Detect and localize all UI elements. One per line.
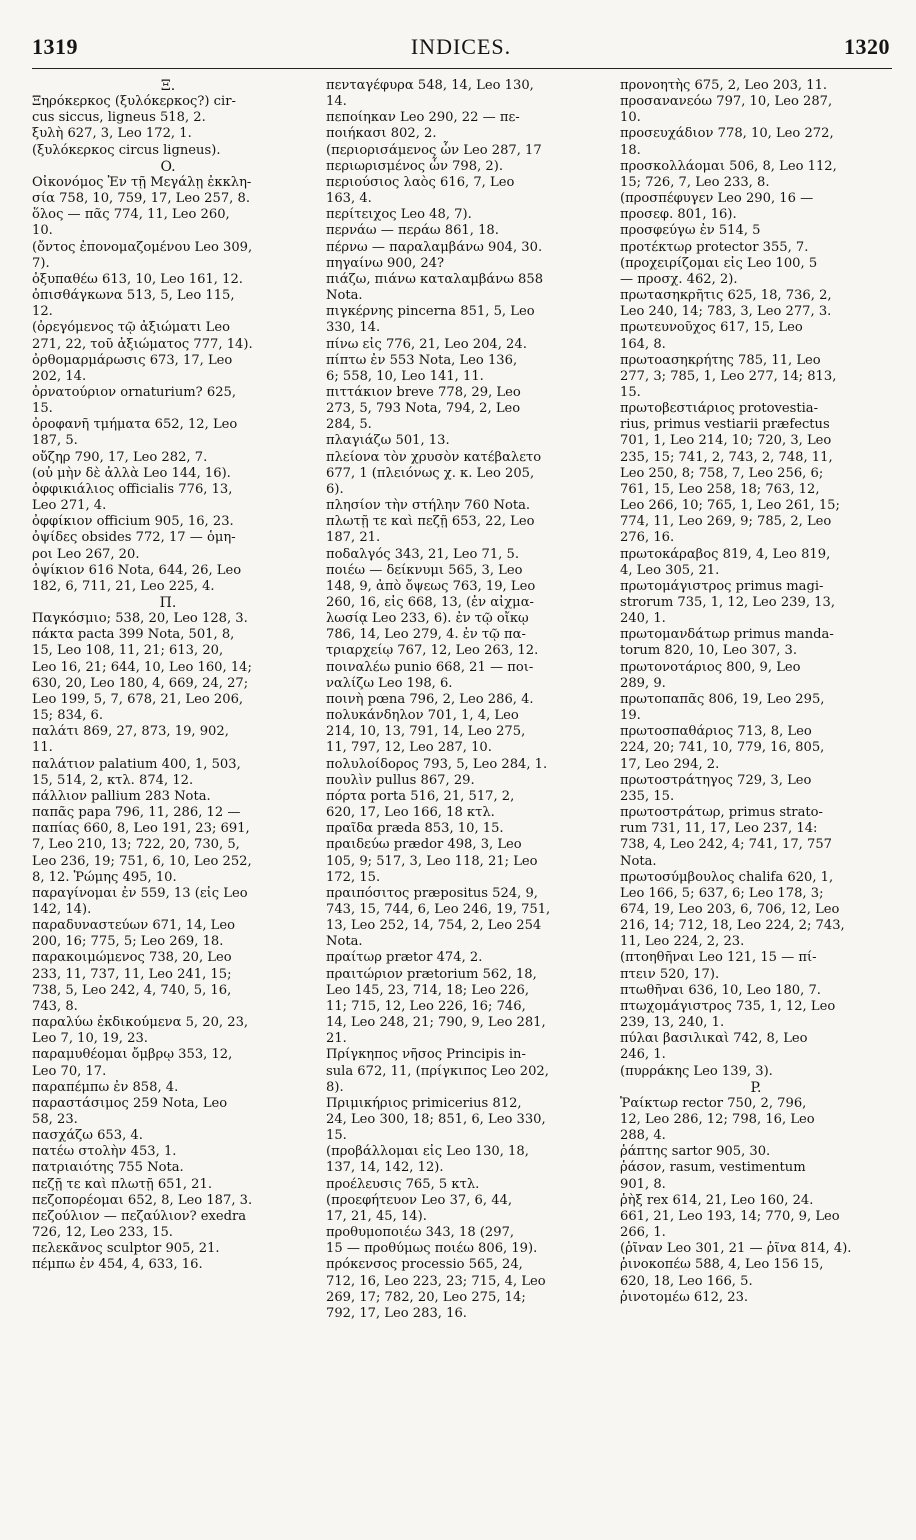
index-line: 164, 8. [620,336,666,352]
index-line: πλησίον τὴν στήλην 760 Nota. [326,498,531,514]
index-line: πλαγιάζω 501, 13. [326,433,450,449]
index-line: πρωτοστράτηγος 729, 3, Leo [620,772,812,788]
index-line: Leo 16, 21; 644, 10, Leo 160, 14; [32,659,252,675]
index-line: Πριμικήριος primicerius 812, [326,1095,522,1111]
index-line: 13, Leo 252, 14, 754, 2, Leo 254 [326,918,542,934]
index-line: ὀψίδες obsides 772, 17 — ὁμη- [32,530,236,546]
index-line: ποινὴ pœna 796, 2, Leo 286, 4. [326,691,534,707]
index-line: πάλλιον pallium 283 Nota. [32,788,211,804]
index-line: πραῖδα præda 853, 10, 15. [326,821,504,837]
index-line: ῥινοκοπέω 588, 4, Leo 156 15, [620,1257,824,1273]
index-line: Leo 199, 5, 7, 678, 21, Leo 206, [32,691,244,707]
index-line: πατέω στολὴν 453, 1. [32,1144,177,1160]
index-line: Leo 236, 19; 751, 6, 10, Leo 252, [32,853,252,869]
index-line: πρωτομάγιστρος primus magi- [620,578,824,594]
index-line: πρωτοσπαθάριος 713, 8, Leo [620,724,812,740]
index-line: 216, 14; 712, 18, Leo 224, 2; 743, [620,918,845,934]
index-line: 284, 5. [326,417,372,433]
index-line: προθυμοποιέω 343, 18 (297, [326,1225,515,1241]
index-line: λωσίᾳ Leo 233, 6). ἐν τῷ οἴκῳ [326,611,529,627]
index-line: 187, 21. [326,530,381,546]
index-line: 235, 15. [620,788,675,804]
index-line: πρόκενσος processio 565, 24, [326,1257,523,1273]
index-line: Leo 7, 10, 19, 23. [32,1031,148,1047]
index-line: παρακοιμώμενος 738, 20, Leo [32,950,232,966]
index-line: 14. [326,94,347,110]
index-line: 661, 21, Leo 193, 14; 770, 9, Leo [620,1208,840,1224]
index-line: ῥάσον, rasum, vestimentum [620,1160,806,1176]
index-line: πρωτονοτάριος 800, 9, Leo [620,659,801,675]
index-line: 172, 15. [326,869,381,885]
index-line: ξυλὴ 627, 3, Leo 172, 1. [32,126,192,142]
index-line: (περιορισάμενος ὧν Leo 287, 17 [326,142,542,158]
index-line: ῥὴξ rex 614, 21, Leo 160, 24. [620,1192,814,1208]
index-line: 15, 514, 2, κτλ. 874, 12. [32,772,194,788]
index-line: πίπτω ἐν 553 Nota, Leo 136, [326,352,518,368]
index-line: πρωτοπαπᾶς 806, 19, Leo 295, [620,691,825,707]
left-page-number: 1319 [32,34,78,59]
index-line: προέλευσις 765, 5 κτλ. [326,1176,480,1192]
index-line: τριαρχείῳ 767, 12, Leo 263, 12. [326,643,539,659]
index-line: 15; 726, 7, Leo 233, 8. [620,174,770,190]
index-line: 233, 11, 737, 11, Leo 241, 15; [32,966,232,982]
index-line: 10. [32,223,53,239]
index-line: 273, 5, 793 Nota, 794, 2, Leo [326,401,521,417]
index-line: 7). [32,255,50,271]
index-line: 14, Leo 248, 21; 790, 9, Leo 281, [326,1015,546,1031]
index-line: Leo 145, 23, 714, 18; Leo 226, [326,982,529,998]
index-line: πλείονα τὸν χρυσὸν κατέβαλετο [326,449,542,465]
index-line: (ῥῖναν Leo 301, 21 — ῥῖνα 814, 4). [620,1241,852,1257]
index-line: πασχάζω 653, 4. [32,1128,143,1144]
index-line: 277, 3; 785, 1, Leo 277, 14; 813, [620,368,837,384]
index-line: 142, 14). [32,901,92,917]
index-line: Ξηρόκερκος (ξυλόκερκος?) cir- [32,94,236,110]
index-line: πρωτοβεστιάριος protovestia- [620,401,819,417]
index-line: 214, 10, 13, 791, 14, Leo 275, [326,724,526,740]
index-line: 58, 23. [32,1112,78,1127]
index-line: ὅλος — πᾶς 774, 11, Leo 260, [32,207,230,223]
index-line: παπᾶς papa 796, 11, 286, 12 — [32,805,241,821]
index-line: παραγίνομαι ἐν 559, 13 (εἰς Leo [32,885,248,901]
index-line: πραιτώριον prætorium 562, 18, [326,966,537,982]
index-line: πτειν 520, 17). [620,966,720,982]
index-line: 182, 6, 711, 21, Leo 225, 4. [32,578,215,594]
index-line: 786, 14, Leo 279, 4. ἐν τῷ πα- [326,627,526,643]
index-line: 15. [32,401,53,417]
index-line: 6). [326,481,344,497]
index-line: παραλύω ἐκδικούμενα 5, 20, 23, [32,1015,249,1031]
index-line: Leo 271, 4. [32,498,107,514]
index-line: Leo 266, 10; 765, 1, Leo 261, 15; [620,498,840,514]
index-line: πιγκέρνης pincerna 851, 5, Leo [326,304,535,320]
index-column-3 [620,78,892,1528]
index-line: 269, 17; 782, 20, Leo 275, 14; [326,1289,526,1305]
index-line: 677, 1 (πλειόνως χ. κ. Leo 205, [326,465,535,481]
index-line: ποιέω — δείκνυμι 565, 3, Leo [326,562,523,578]
index-line: πελεκᾶνος sculptor 905, 21. [32,1241,220,1257]
index-line: περίτειχος Leo 48, 7). [326,207,472,223]
index-line: 620, 17, Leo 166, 18 κτλ. [326,805,495,821]
index-line: πάκτα pacta 399 Nota, 501, 8, [32,627,235,643]
index-line: (ὄντος ἐπονομαζομένου Leo 309, [32,239,253,255]
index-line: σία 758, 10, 759, 17, Leo 257, 8. [32,191,250,207]
index-line: 18. [620,142,641,158]
index-line: πραίτωρ prætor 474, 2. [326,950,483,966]
index-line: πεζοπορέομαι 652, 8, Leo 187, 3. [32,1192,253,1208]
index-line: ναλίζω Leo 198, 6. [326,675,453,691]
index-line: 266, 1. [620,1225,666,1241]
index-line: προσφεύγω ἐν 514, 5 [620,223,761,239]
index-line: 17, Leo 294, 2. [620,756,720,772]
index-line: Leo 250, 8; 758, 7, Leo 256, 6; [620,465,824,481]
index-line: ὀφφίκιον officium 905, 16, 23. [32,514,234,530]
index-column-1 [32,78,304,1528]
index-column-2 [326,78,598,1528]
index-line: torum 820, 10, Leo 307, 3. [620,643,798,659]
index-line: 240, 1. [620,611,666,627]
index-line: 630, 20, Leo 180, 4, 669, 24, 27; [32,675,249,691]
index-line: πηγαίνω 900, 24? [326,255,445,271]
index-line: πουλὶν pullus 867, 29. [326,772,475,788]
index-line: 738, 4, Leo 242, 4; 741, 17, 757 [620,837,832,853]
index-line: Nota. [620,853,657,869]
index-line: πρωτασηκρῆτις 625, 18, 736, 2, [620,288,832,304]
index-line: (προβάλλομαι εἰς Leo 130, 18, [326,1144,529,1160]
index-line: 163, 4. [326,191,372,207]
index-line: (πτοηθῆναι Leo 121, 15 — πί- [620,950,817,966]
index-line: 24, Leo 300, 18; 851, 6, Leo 330, [326,1112,546,1127]
index-line: 17, 21, 45, 14). [326,1208,427,1224]
section-letter: Π. [159,595,177,611]
index-line: ὀροφανῆ τμήματα 652, 12, Leo [32,417,238,433]
index-line: Leo 240, 14; 783, 3, Leo 277, 3. [620,304,832,320]
index-line: παραδυναστεύων 671, 14, Leo [32,918,235,934]
index-line: Nota. [326,934,363,950]
index-line: πρoσεφ. 801, 16). [620,207,737,223]
index-line: πατριαιότης 755 Nota. [32,1160,184,1176]
index-line: Οἰκονόμος Ἐν τῇ Μεγάλῃ ἐκκλη- [32,174,252,190]
index-line: 738, 5, Leo 242, 4, 740, 5, 16, [32,982,232,998]
index-line: 6; 558, 10, Leo 141, 11. [326,368,484,384]
index-line: περνάω — περάω 861, 18. [326,223,499,239]
index-line: 12. [32,304,53,320]
index-line: πρωτομανδάτωρ primus manda- [620,627,834,643]
index-line: ὀψίκιον 616 Nota, 644, 26, Leo [32,562,242,578]
index-line: 4, Leo 305, 21. [620,562,720,578]
index-line: ποιήκασι 802, 2. [326,126,437,142]
index-line: πιάζω, πιάνω καταλαμβάνω 858 [326,271,544,287]
index-line: 15. [326,1128,347,1144]
index-line: 235, 15; 741, 2, 743, 2, 748, 11, [620,449,833,465]
index-line: 11; 715, 12, Leo 226, 16; 746, [326,998,526,1014]
index-line: Πρίγκηπος νῆσος Principis in- [326,1047,526,1063]
index-line: περιούσιος λαὸς 616, 7, Leo [326,174,515,190]
index-line: 8, 12. Ῥώμης 495, 10. [32,869,177,885]
index-line: (ξυλόκερκος circus ligneus). [32,142,221,158]
index-line: 674, 19, Leo 203, 6, 706, 12, Leo [620,901,840,917]
index-line: προσευχάδιον 778, 10, Leo 272, [620,126,834,142]
page-header [32,34,890,68]
index-line: 726, 12, Leo 233, 15. [32,1225,173,1241]
index-line: 148, 9, ἀπὸ ὄψεως 763, 19, Leo [326,578,536,594]
index-line: rius, primus vestiarii præfectus [620,417,830,433]
index-line: Leo 70, 17. [32,1063,107,1079]
index-line: πιττάκιον breve 778, 29, Leo [326,384,521,400]
index-line: 12, Leo 286, 12; 798, 16, Leo [620,1112,815,1127]
index-line: 743, 8. [32,998,78,1014]
index-line: 271, 22, τοῦ ἀξιώματος 777, 14). [32,336,253,352]
index-line: πρωτοσύμβουλος chalifa 620, 1, [620,869,834,885]
index-line: 330, 14. [326,320,381,336]
index-columns [30,78,892,1528]
index-line: 901, 8. [620,1176,666,1192]
index-line: προτέκτωρ protector 355, 7. [620,239,809,255]
index-line: 7, Leo 210, 13; 722, 20, 730, 5, [32,837,240,853]
index-line: 620, 18, Leo 166, 5. [620,1273,753,1289]
index-line: ποδαλγός 343, 21, Leo 71, 5. [326,546,519,562]
index-line: Nota. [326,288,363,304]
index-line: (πυρράκης Leo 139, 3). [620,1063,773,1079]
index-line: πεποίηκαν Leo 290, 22 — πε- [326,110,520,126]
index-line: πρωτοασηκρήτης 785, 11, Leo [620,352,821,368]
section-letter: O. [160,158,176,175]
index-line: 19. [620,708,641,724]
index-line: παπίας 660, 8, Leo 191, 23; 691, [32,821,250,837]
index-line: 701, 1, Leo 214, 10; 720, 3, Leo [620,433,832,449]
right-page-number: 1320 [844,34,890,59]
index-line: πραιδεύω prædor 498, 3, Leo [326,837,522,853]
index-line: προσανανεόω 797, 10, Leo 287, [620,94,833,110]
index-line: 15 — προθύμως ποιέω 806, 19). [326,1241,538,1257]
index-line: πενταγέφυρα 548, 14, Leo 130, [326,78,534,93]
index-line: Leo 166, 5; 637, 6; Leo 178, 3; [620,885,824,901]
index-line: ὀρνατούριον ornaturium? 625, [32,384,237,400]
index-line: 187, 5. [32,433,78,449]
index-line: 792, 17, Leo 283, 16. [326,1305,467,1321]
index-line: (προεφήτευον Leo 37, 6, 44, [326,1192,513,1208]
index-line: πύλαι βασιλικαὶ 742, 8, Leo [620,1031,808,1047]
index-line: πολυλοίδορος 793, 5, Leo 284, 1. [326,756,548,772]
index-line: 276, 16. [620,530,675,546]
index-line: sula 672, 11, (πρίγκιπος Leo 202, [326,1063,549,1079]
index-line: πτωθῆναι 636, 10, Leo 180, 7. [620,982,821,998]
index-line: rum 731, 11, 17, Leo 237, 14: [620,821,818,837]
index-line: 288, 4. [620,1128,666,1144]
index-line: πέμπω ἐν 454, 4, 633, 16. [32,1257,203,1273]
index-line: strorum 735, 1, 12, Leo 239, 13, [620,595,835,610]
index-line: πόρτα porta 516, 21, 517, 2, [326,788,515,804]
section-letter: Ξ. [160,78,176,94]
index-line: προνοητὴς 675, 2, Leo 203, 11. [620,78,828,93]
index-line: οὔζηρ 790, 17, Leo 282, 7. [32,449,208,465]
index-line: πρωτοκάραβος 819, 4, Leo 819, [620,546,831,562]
index-line: cus siccus, ligneus 518, 2. [32,110,206,126]
index-line: 21. [326,1031,347,1047]
index-line: 137, 14, 142, 12). [326,1160,444,1176]
index-line: (προσπέφυγεν Leo 290, 16 — [620,191,814,207]
index-line: πίνω εἰς 776, 21, Leo 204, 24. [326,336,527,352]
index-line: (προχειρίζομαι εἰς Leo 100, 5 [620,255,818,271]
index-line: ῥινοτομέω 612, 23. [620,1289,749,1305]
index-line: πλωτῇ τε καὶ πεζῇ 653, 22, Leo [326,514,535,530]
index-line: παραπέμπω ἐν 858, 4. [32,1079,179,1095]
index-line: 8). [326,1079,344,1095]
index-line: παλάτιον palatium 400, 1, 503, [32,756,241,772]
index-line: — προσχ. 462, 2). [620,271,738,287]
index-line: ὀξυπαθέω 613, 10, Leo 161, 12. [32,271,243,287]
index-line: παλάτι 869, 27, 873, 19, 902, [32,724,229,740]
index-line: 11, 797, 12, Leo 287, 10. [326,740,492,756]
index-line: ροι Leo 267, 20. [32,546,140,562]
index-line: παραστάσιμος 259 Nota, Leo [32,1095,228,1111]
index-line: ὀπισθάγκωνα 513, 5, Leo 115, [32,288,235,304]
index-line: πραιπόσιτος præpositus 524, 9, [326,885,538,901]
index-line: 11. [32,740,53,756]
index-line: πεζῇ τε καὶ πλωτῇ 651, 21. [32,1176,212,1192]
index-line: 774, 11, Leo 269, 9; 785, 2, Leo [620,514,832,530]
index-line: 200, 16; 775, 5; Leo 269, 18. [32,934,224,950]
index-line: πέρνω — παραλαμβάνω 904, 30. [326,239,543,255]
index-line: 15; 834, 6. [32,708,104,724]
index-line: πεζούλιον — πεζαύλιον? exedra [32,1208,247,1224]
index-line: περιωρισμένος ὧν 798, 2). [326,158,504,174]
index-line: 289, 9. [620,675,666,691]
index-line: 11, Leo 224, 2, 23. [620,934,745,950]
index-line: πτωχομάγιστρος 735, 1, 12, Leo [620,998,836,1014]
index-line: 239, 13, 240, 1. [620,1015,725,1031]
index-line: ὀρθομαρμάρωσις 673, 17, Leo [32,352,233,368]
index-line: 743, 15, 744, 6, Leo 246, 19, 751, [326,901,551,917]
index-line: 246, 1. [620,1047,666,1063]
index-line: 202, 14. [32,368,87,384]
index-line: Ῥαίκτωρ rector 750, 2, 796, [620,1095,807,1111]
index-line: 712, 16, Leo 223, 23; 715, 4, Leo [326,1273,546,1289]
index-line: 105, 9; 517, 3, Leo 118, 21; Leo [326,853,538,869]
index-line: 761, 15, Leo 258, 18; 763, 12, [620,481,820,497]
section-letter: P. [750,1079,762,1096]
page-title: INDICES. [410,34,512,59]
index-line: παραμυθέομαι ὄμβρῳ 353, 12, [32,1047,233,1063]
index-line: (ὀρεγόμενος τῷ ἀξιώματι Leo [32,320,230,336]
index-line: πολυκάνδηλον 701, 1, 4, Leo [326,708,519,724]
index-line: 15, Leo 108, 11, 21; 613, 20, [32,643,224,659]
index-line: 10. [620,110,641,126]
index-line: (οὐ μὴν δὲ ἀλλὰ Leo 144, 16). [32,465,231,481]
index-line: πρωτευνοῦχος 617, 15, Leo [620,320,803,336]
index-line: Παγκόσμιο; 538, 20, Leo 128, 3. [32,611,248,627]
index-line: προσκολλάομαι 506, 8, Leo 112, [620,158,837,174]
index-line: 260, 16, εἰς 668, 13, (ἐν αἰχμα- [326,595,534,610]
header-rule [32,68,892,69]
index-line: 15. [620,384,641,400]
index-line: 224, 20; 741, 10, 779, 16, 805, [620,740,825,756]
index-line: ποιναλέω punio 668, 21 — ποι- [326,659,534,675]
index-line: πρωτοστράτωρ, primus strato- [620,805,823,821]
index-line: ὀφφικιάλιος officialis 776, 13, [32,481,233,497]
index-line: ῥάπτης sartor 905, 30. [620,1144,771,1160]
